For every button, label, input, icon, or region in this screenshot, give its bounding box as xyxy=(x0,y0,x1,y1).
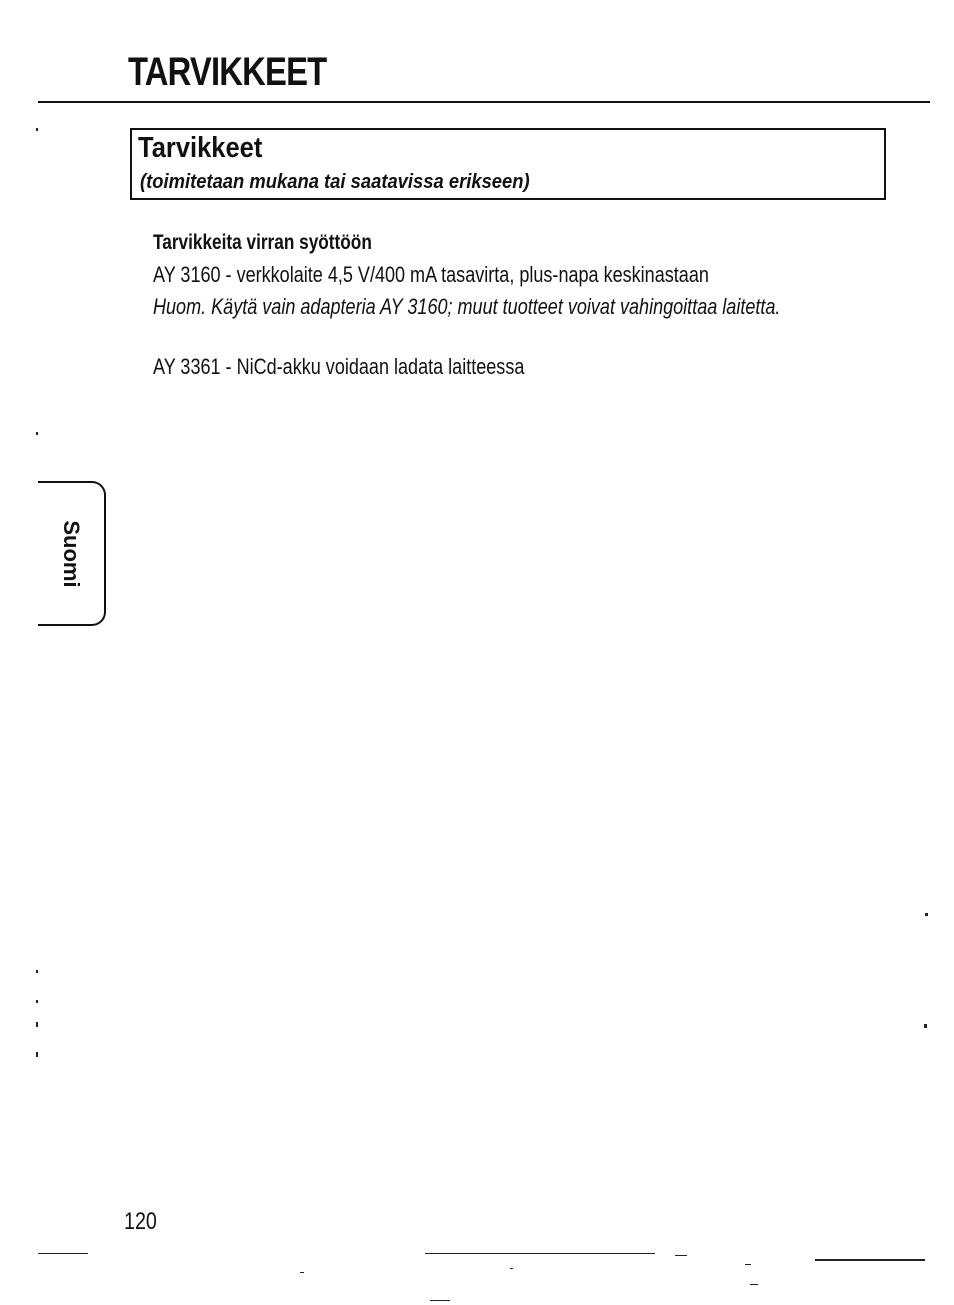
scan-mark xyxy=(924,1024,927,1028)
scan-mark xyxy=(815,1259,925,1261)
language-tab-label: Suomi xyxy=(59,519,84,588)
scan-mark xyxy=(36,970,38,973)
scan-mark xyxy=(36,1022,38,1027)
page-number: 120 xyxy=(124,1208,157,1235)
section-subtitle: (toimitetaan mukana tai saatavissa erikseen) xyxy=(140,171,530,193)
scan-mark xyxy=(36,1052,38,1057)
accessory-item-adapter: AY 3160 - verkkolaite 4,5 V/400 mA tasavirta, plus-napa keskinastaan xyxy=(153,262,709,287)
scan-mark xyxy=(510,1268,513,1269)
section-header-box xyxy=(130,128,886,200)
scan-mark xyxy=(425,1253,655,1254)
scan-mark xyxy=(925,913,928,916)
scan-mark xyxy=(430,1300,450,1301)
scan-mark xyxy=(36,1000,38,1003)
warning-note: Huom. Käytä vain adapteria AY 3160; muut tuotteet voivat vahingoittaa laitetta. xyxy=(153,294,781,319)
sub-heading: Tarvikkeita virran syöttöön xyxy=(153,231,372,254)
language-tab xyxy=(38,481,106,626)
scan-mark xyxy=(745,1264,751,1265)
section-title: Tarvikkeet xyxy=(138,132,263,164)
scan-mark xyxy=(675,1255,687,1256)
title-divider xyxy=(38,101,930,103)
scan-mark xyxy=(750,1284,758,1285)
scan-mark xyxy=(36,432,38,435)
scan-mark xyxy=(300,1272,304,1273)
scan-mark xyxy=(36,128,38,131)
scan-mark xyxy=(38,1253,88,1254)
page-title: TARVIKKEET xyxy=(128,50,327,94)
accessory-item-battery: AY 3361 - NiCd-akku voidaan ladata laitteessa xyxy=(153,354,525,379)
